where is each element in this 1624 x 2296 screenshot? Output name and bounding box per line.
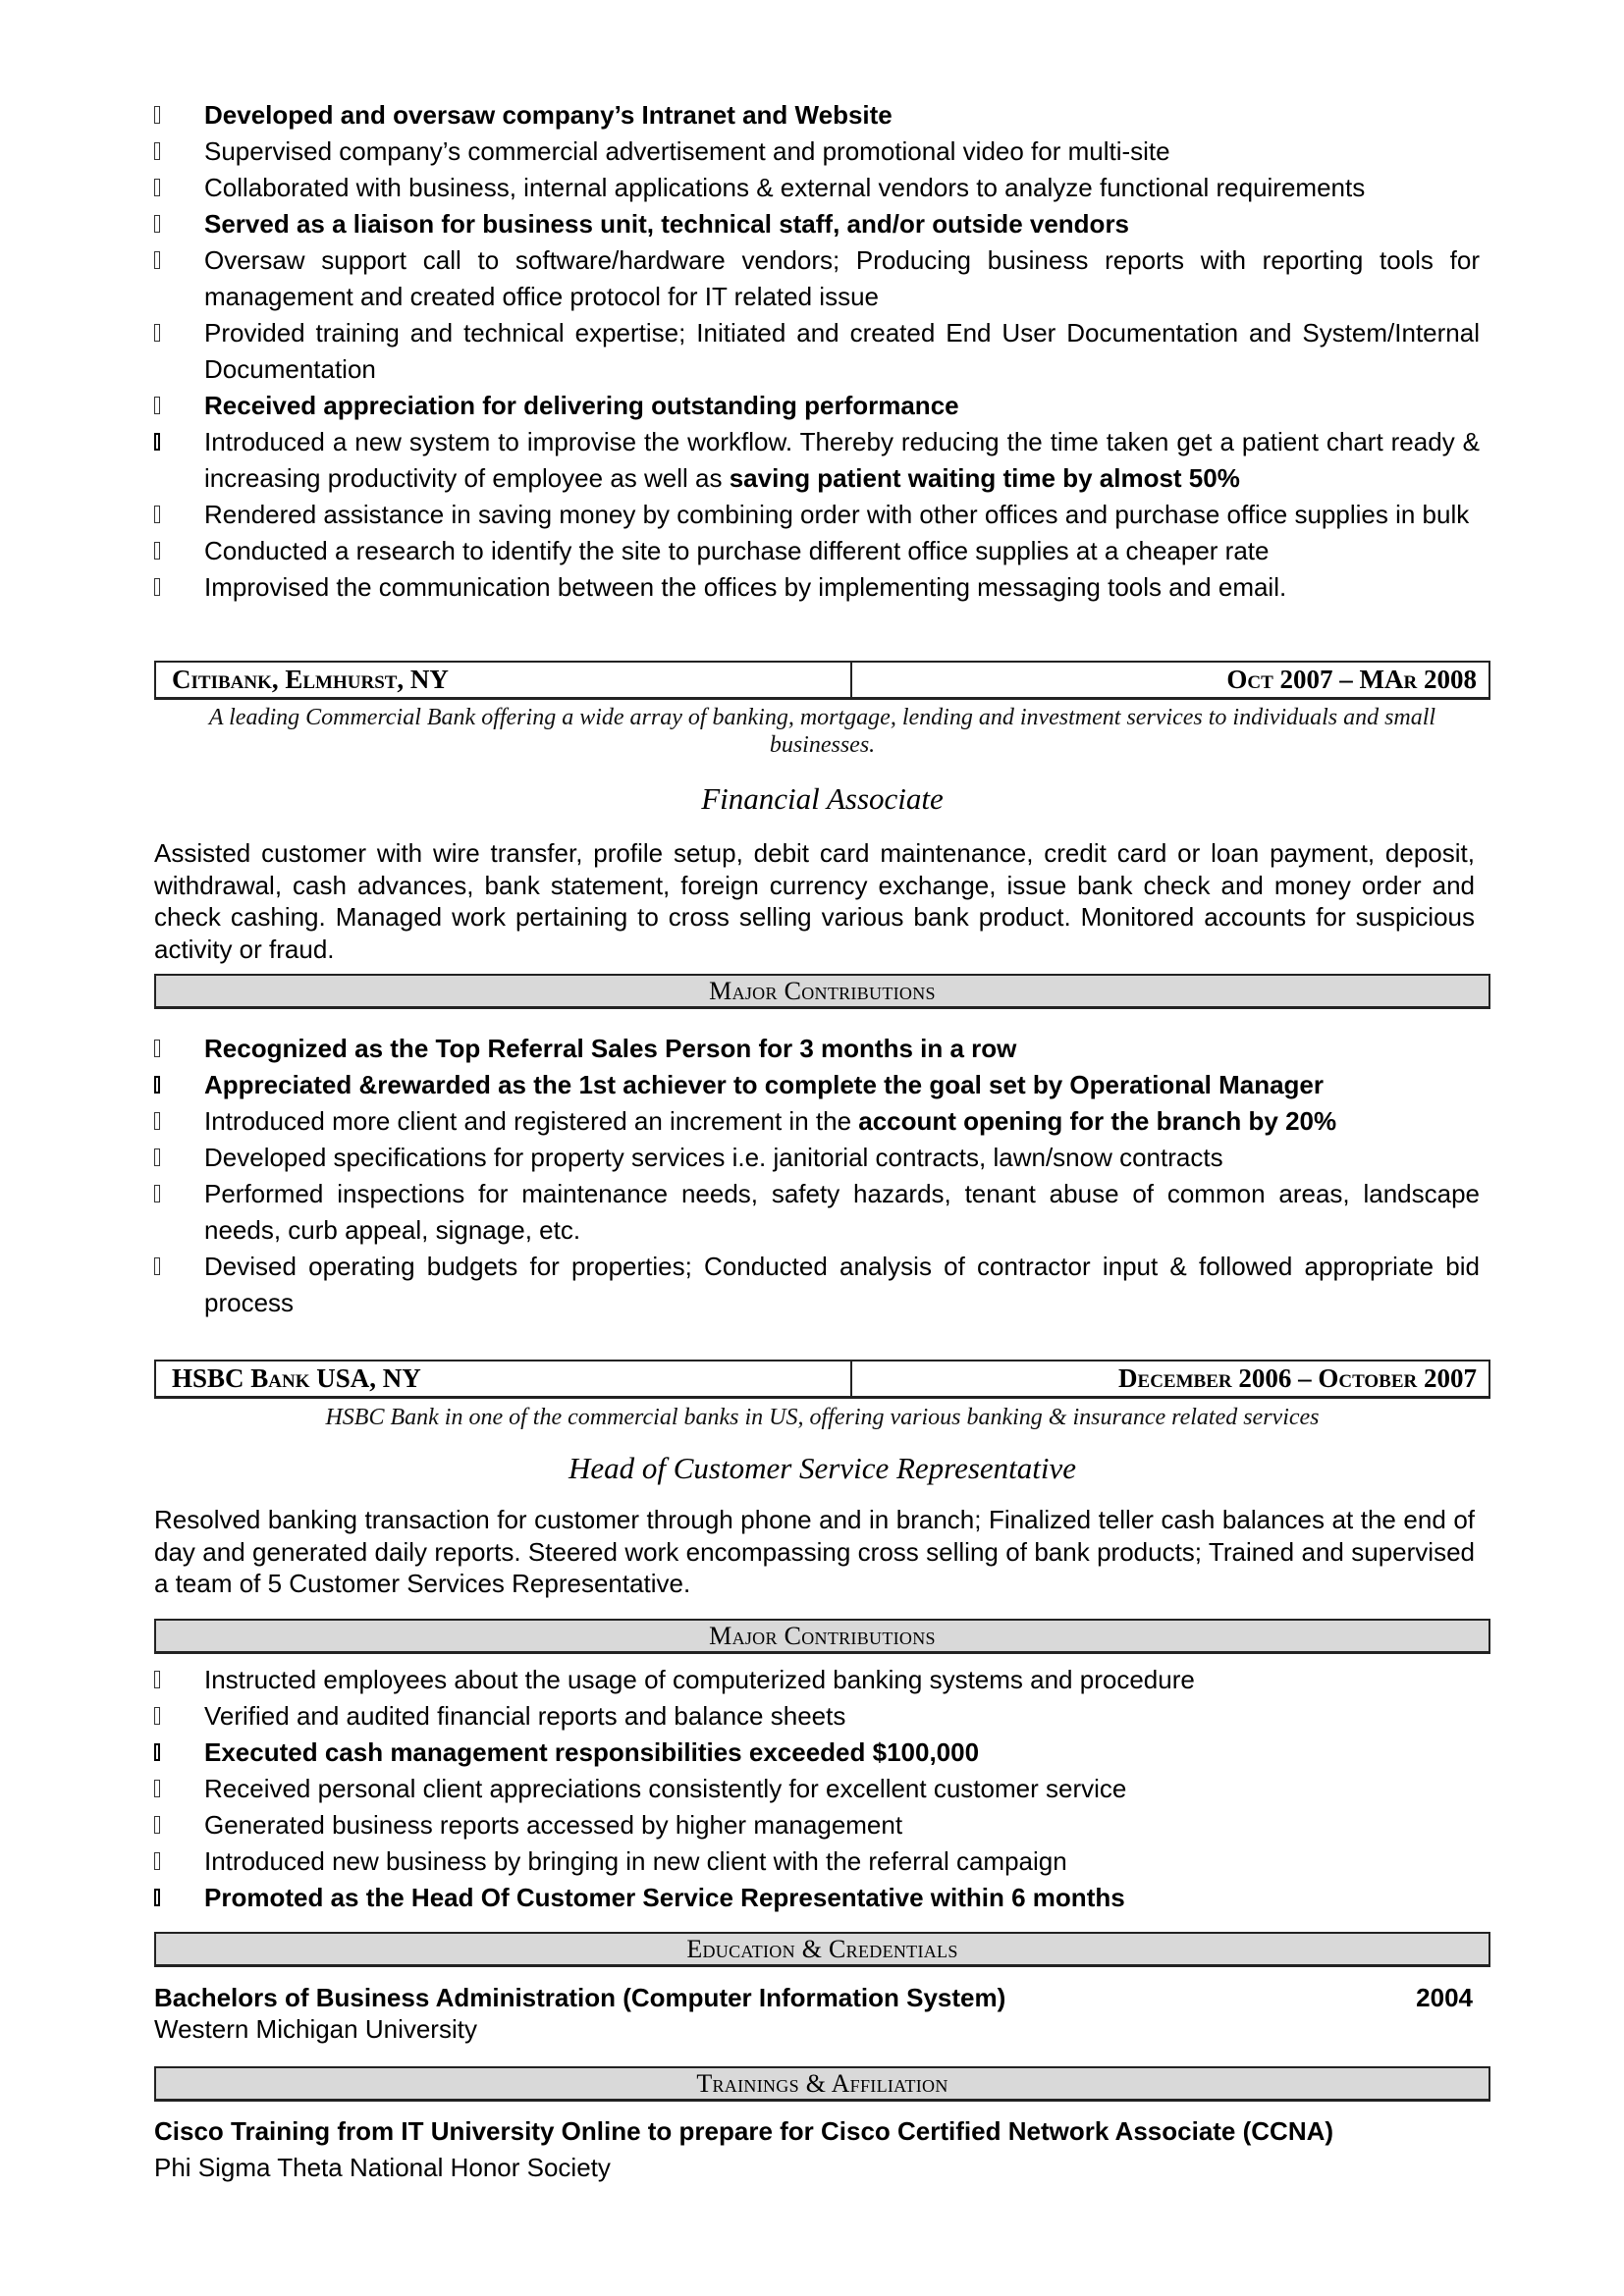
list-item: Received personal client appreciations consistently for excellent customer service xyxy=(154,1771,1480,1807)
bullet-icon xyxy=(154,1889,160,1906)
section-header-major-contributions: Major Contributions xyxy=(154,974,1490,1009)
bullet-icon xyxy=(154,1671,160,1688)
bullet-icon xyxy=(154,215,160,233)
bullet-icon xyxy=(154,506,160,523)
list-item: Instructed employees about the usage of computerized banking systems and procedure xyxy=(154,1662,1480,1698)
list-item: Performed inspections for maintenance needs, safety hazards, tenant abuse of common areas, landscape needs, curb appeal, signage, etc. xyxy=(154,1176,1480,1249)
list-item: Generated business reports accessed by higher management xyxy=(154,1807,1480,1843)
employer-name: HSBC Bank USA, NY xyxy=(156,1362,852,1396)
employer-name: Citibank, Elmhurst, NY xyxy=(156,663,852,697)
list-item: Verified and audited financial reports and balance sheets xyxy=(154,1698,1480,1735)
bullet-icon xyxy=(154,397,160,414)
list-item: Received appreciation for delivering outstanding performance xyxy=(154,388,1480,424)
list-item: Served as a liaison for business unit, technical staff, and/or outside vendors xyxy=(154,206,1480,242)
bullet-icon xyxy=(154,1185,160,1202)
list-item: Oversaw support call to software/hardware vendors; Producing business reports with reporting tools for management and created office protocol for IT related issue xyxy=(154,242,1480,315)
employer-description: HSBC Bank in one of the commercial banks in US, offering various banking & insurance related services xyxy=(325,1405,1320,1430)
list-item: Recognized as the Top Referral Sales Person for 3 months in a row xyxy=(154,1031,1480,1067)
list-item: Developed specifications for property services i.e. janitorial contracts, lawn/snow contracts xyxy=(154,1140,1480,1176)
list-item: Supervised company’s commercial advertisement and promotional video for multi-site xyxy=(154,133,1480,170)
bullet-icon xyxy=(154,1112,160,1130)
bullet-icon xyxy=(154,1816,160,1834)
bullet-icon xyxy=(154,1743,160,1761)
bullet-icon xyxy=(154,1257,160,1275)
section-header-trainings: Trainings & Affiliation xyxy=(154,2066,1490,2102)
affiliation-item: Phi Sigma Theta National Honor Society xyxy=(154,2153,611,2182)
degree-line xyxy=(154,1982,1475,2013)
bullet-icon xyxy=(154,179,160,196)
bullet-icon xyxy=(154,1852,160,1870)
section-header-major-contributions: Major Contributions xyxy=(154,1619,1490,1654)
previous-job-bullets xyxy=(154,97,1480,606)
list-item: Developed and oversaw company’s Intranet and Website xyxy=(154,97,1480,133)
bullet-icon xyxy=(154,433,160,451)
list-item: Executed cash management responsibilities exceeded $100,000 xyxy=(154,1735,1480,1771)
list-item: Introduced new business by bringing in new client with the referral campaign xyxy=(154,1843,1480,1880)
list-item: Devised operating budgets for properties; Conducted analysis of contractor input & followed appropriate bid process xyxy=(154,1249,1480,1321)
list-item: Appreciated &rewarded as the 1st achiever to complete the goal set by Operational Manager xyxy=(154,1067,1480,1103)
job-summary: Resolved banking transaction for customer through phone and in branch; Finalized teller cash balances at the end of day and generated daily reports. Steered work encompassing cross selling of bank products; Trained and supervised a team of 5 Customer Services Representative. xyxy=(154,1505,1475,1598)
bullet-icon xyxy=(154,1780,160,1797)
list-item: Promoted as the Head Of Customer Service Representative within 6 months xyxy=(154,1880,1480,1916)
list-item: Introduced a new system to improvise the workflow. Thereby reducing the time taken get a patient chart ready & increasing productivity of employee as well as saving patient waiting time by almost 50% xyxy=(154,424,1480,497)
bullet-icon xyxy=(154,1707,160,1725)
bullet-icon xyxy=(154,1076,160,1094)
list-item: Conducted a research to identify the site to purchase different office supplies at a cheaper rate xyxy=(154,533,1480,569)
job-title: Head of Customer Service Representative xyxy=(568,1451,1077,1485)
employment-dates: Oct 2007 – MAr 2008 xyxy=(1226,665,1477,694)
employment-dates: December 2006 – October 2007 xyxy=(1118,1363,1477,1393)
list-item: Collaborated with business, internal applications & external vendors to analyze functional requirements xyxy=(154,170,1480,206)
job-title: Financial Associate xyxy=(701,781,944,816)
bullet-icon xyxy=(154,106,160,124)
citibank-contributions xyxy=(154,1031,1480,1321)
list-item: Rendered assistance in saving money by combining order with other offices and purchase office supplies in bulk xyxy=(154,497,1480,533)
employer-description: A leading Commercial Bank offering a wide array of banking, mortgage, lending and investment services to individuals and small businesses. xyxy=(208,705,1436,758)
bullet-icon xyxy=(154,1040,160,1057)
job-header-hsbc xyxy=(154,1360,1490,1399)
hsbc-contributions xyxy=(154,1662,1480,1916)
list-item: Introduced more client and registered an increment in the account opening for the branch by 20% xyxy=(154,1103,1480,1140)
bullet-icon xyxy=(154,142,160,160)
degree-name: Bachelors of Business Administration (Computer Information System) xyxy=(154,1983,1006,2012)
job-summary: Assisted customer with wire transfer, profile setup, debit card maintenance, credit card or loan payment, deposit, withdrawal, cash advances, bank statement, foreign currency exchange, issue bank check and money order and check cashing. Managed work pertaining to cross selling various bank product. Monitored accounts for suspicious activity or fraud. xyxy=(154,838,1475,964)
list-item: Improvised the communication between the offices by implementing messaging tools and email. xyxy=(154,569,1480,606)
bullet-icon xyxy=(154,542,160,560)
list-item: Provided training and technical expertise; Initiated and created End User Documentation and System/Internal Documentation xyxy=(154,315,1480,388)
bullet-icon xyxy=(154,1148,160,1166)
degree-year: 2004 xyxy=(1416,1983,1473,2012)
bullet-icon xyxy=(154,324,160,342)
training-item: Cisco Training from IT University Online to prepare for Cisco Certified Network Associate (CCNA) xyxy=(154,2116,1334,2146)
bullet-icon xyxy=(154,251,160,269)
job-header-citibank xyxy=(154,661,1490,700)
section-header-education: Education & Credentials xyxy=(154,1932,1490,1967)
school-name: Western Michigan University xyxy=(154,2014,477,2044)
bullet-icon xyxy=(154,578,160,596)
